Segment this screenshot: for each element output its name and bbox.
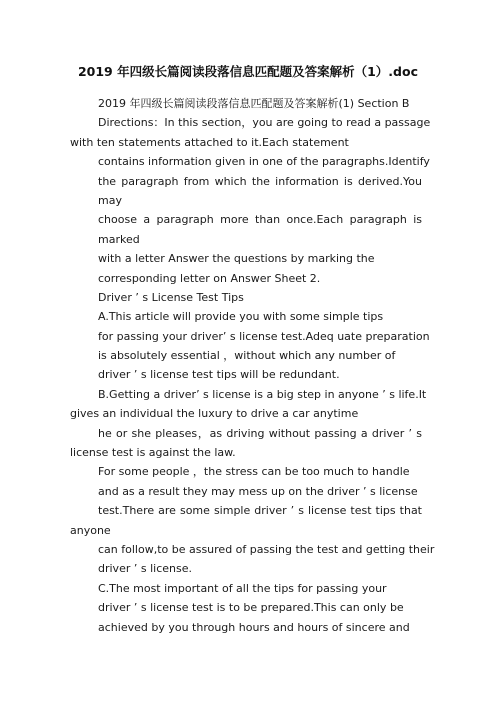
document-title: 2019 年四级长篇阅读段落信息匹配题及答案解析（1）.doc [77,64,419,79]
text-line: achieved by you through hours and hours of sincere and [98,620,410,634]
text-line: with ten statements attached to it.Each statement [70,135,349,149]
text-line: Driver ’ s License Test Tips [98,290,244,304]
text-line: gives an individual the luxury to drive a car anytime [70,407,359,421]
text-line: Directions：In this section，you are going to read a passage [98,116,431,130]
text-line: contains information given in one of the paragraphs.Identify [98,155,430,169]
text-line: For some people ，the stress can be too much to handle [98,465,410,479]
document-body [70,94,435,637]
text-line: and as a result they may mess up on the driver ’ s license [98,484,418,498]
text-line: can follow,to be assured of passing the test and getting their [98,542,435,556]
text-line: corresponding letter on Answer Sheet 2. [98,271,321,285]
text-line: driver ’ s license test is to be prepared.This can only be [98,601,404,615]
text-line: anyone [70,523,111,537]
text-line: driver ’ s license test tips will be redundant. [98,368,340,382]
text-line: with a letter Answer the questions by marking the [98,252,375,266]
text-line: marked [98,232,140,246]
text-line: license test is against the law. [70,446,236,460]
text-line: choose a paragraph more than once.Each paragraph is [98,213,422,227]
text-line: is absolutely essential ，without which any number of [98,349,396,363]
text-line: A.This article will provide you with some simple tips [98,310,384,324]
text-line: the paragraph from which the information is derived.You [98,174,422,188]
text-line: for passing your driver’ s license test.Adeq uate preparation [98,329,430,343]
text-line: 2019 年四级长篇阅读段落信息匹配题及答案解析(1) Section B [98,97,410,110]
text-line: test.There are some simple driver ’ s license test tips that [98,504,422,518]
text-line: B.Getting a driver’ s license is a big step in anyone ’ s life.It [98,387,427,401]
text-line: may [98,193,122,207]
text-line: driver ’ s license. [98,562,192,576]
text-line: C.The most important of all the tips for passing your [98,581,387,595]
text-line: he or she pleases，as driving without passing a driver ’ s [98,426,422,440]
